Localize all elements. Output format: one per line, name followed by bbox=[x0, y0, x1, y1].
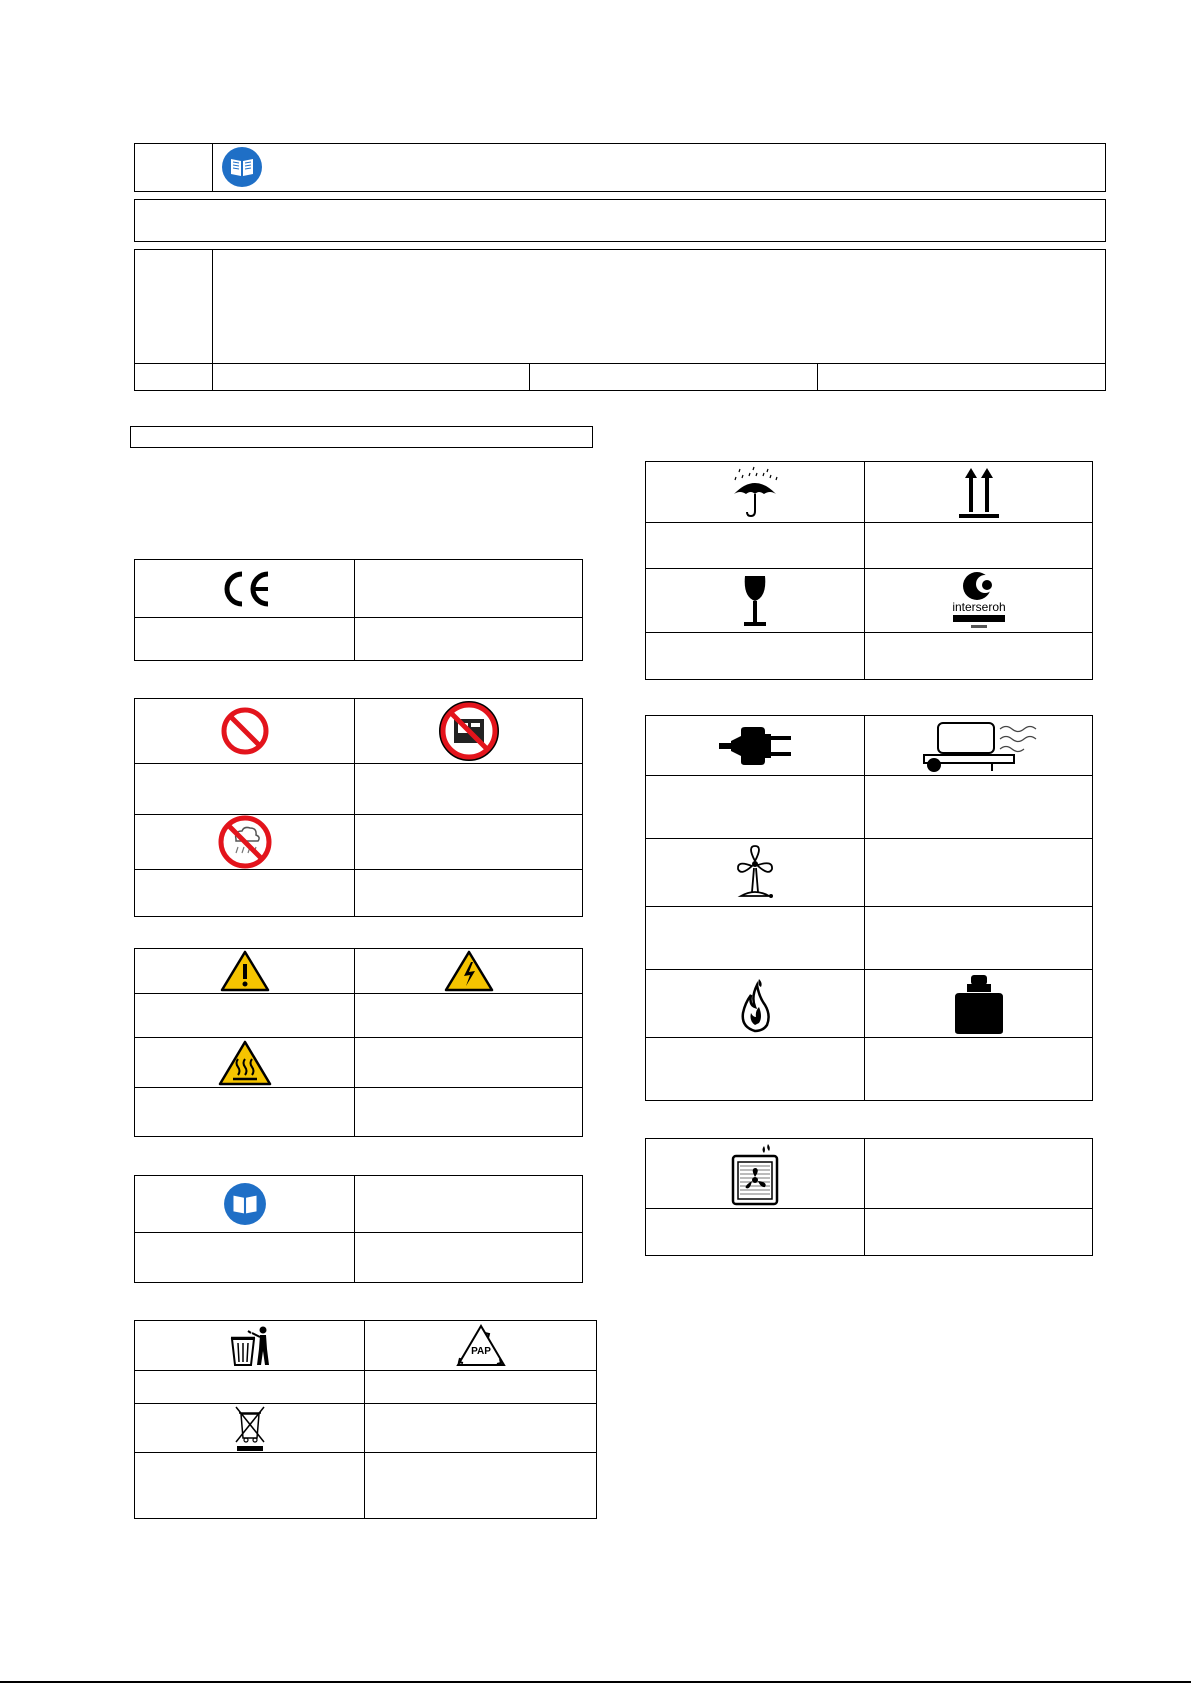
cell bbox=[865, 1139, 1093, 1209]
cell bbox=[646, 1038, 865, 1101]
cell bbox=[865, 776, 1093, 839]
cell bbox=[646, 776, 865, 839]
table-disposal bbox=[134, 1320, 597, 1519]
cell-fan-heater bbox=[646, 1139, 865, 1209]
cell bbox=[865, 907, 1093, 970]
heater-hot-air-icon bbox=[914, 719, 1044, 773]
weee-crossed-bin-icon bbox=[232, 1404, 268, 1452]
electric-shock-warning-icon bbox=[444, 949, 494, 993]
read-manual-icon bbox=[223, 1182, 267, 1226]
cell bbox=[355, 815, 583, 870]
table-product-symbols bbox=[645, 715, 1093, 1101]
table-fan-heater bbox=[645, 1138, 1093, 1256]
paper-recycling-pap-icon bbox=[455, 1323, 507, 1369]
cell-fan bbox=[646, 839, 865, 907]
cell bbox=[135, 764, 355, 815]
cell-interseroh bbox=[865, 569, 1093, 633]
cell-this-way-up bbox=[865, 462, 1093, 523]
table-warning bbox=[134, 948, 583, 1137]
cell bbox=[355, 618, 583, 661]
manual-book-icon bbox=[221, 146, 263, 193]
cell bbox=[365, 1453, 597, 1519]
interseroh-logo-icon bbox=[947, 570, 1011, 632]
cell bbox=[355, 764, 583, 815]
cell-electric bbox=[355, 949, 583, 994]
cell bbox=[365, 1371, 597, 1404]
cell bbox=[135, 1088, 355, 1137]
no-water-spray-icon bbox=[218, 815, 272, 869]
weight-icon bbox=[953, 973, 1005, 1035]
cell-pap bbox=[365, 1321, 597, 1371]
cell bbox=[355, 870, 583, 917]
fan-heater-icon bbox=[730, 1142, 780, 1206]
dispose-in-bin-icon bbox=[228, 1325, 272, 1367]
cell bbox=[865, 523, 1093, 569]
this-way-up-arrows-icon bbox=[956, 464, 1002, 520]
power-plug-icon bbox=[717, 724, 793, 768]
header-row-1-divider bbox=[212, 143, 213, 192]
cell bbox=[135, 1233, 355, 1283]
cell bbox=[135, 870, 355, 917]
prohibited-icon bbox=[220, 706, 270, 756]
cell-read-manual bbox=[135, 1176, 355, 1233]
header-row-1 bbox=[134, 143, 1106, 192]
fragile-glass-icon bbox=[740, 573, 770, 629]
section-label-box bbox=[130, 426, 593, 448]
cell bbox=[355, 994, 583, 1038]
table-ce bbox=[134, 559, 583, 661]
cell-fragile bbox=[646, 569, 865, 633]
footer-divider-2 bbox=[817, 363, 818, 391]
cell bbox=[365, 1404, 597, 1453]
general-warning-icon bbox=[220, 949, 270, 993]
header-row-3-footer-rule bbox=[134, 363, 1106, 364]
hot-surface-warning-icon bbox=[218, 1039, 272, 1087]
header-row-3-divider bbox=[212, 249, 213, 391]
header-row-3 bbox=[134, 249, 1106, 391]
header-row-2 bbox=[134, 199, 1106, 242]
cell bbox=[355, 1176, 583, 1233]
cell-trash bbox=[135, 1321, 365, 1371]
cell-no-cover bbox=[355, 699, 583, 764]
cell bbox=[865, 1038, 1093, 1101]
interseroh-label: interseroh bbox=[951, 599, 1006, 614]
cell bbox=[865, 839, 1093, 907]
cell-ce-symbol bbox=[135, 560, 355, 618]
cell bbox=[865, 633, 1093, 680]
cell bbox=[355, 1088, 583, 1137]
cell-prohibited bbox=[135, 699, 355, 764]
table-packaging bbox=[645, 461, 1093, 680]
cell-hot bbox=[135, 1038, 355, 1088]
page-bottom-rule bbox=[0, 1681, 1191, 1683]
cell-weee bbox=[135, 1404, 365, 1453]
cell bbox=[646, 523, 865, 569]
cell-warning bbox=[135, 949, 355, 994]
cell bbox=[135, 1453, 365, 1519]
ce-mark-icon bbox=[218, 569, 272, 609]
cell-plug bbox=[646, 716, 865, 776]
cell bbox=[646, 1209, 865, 1256]
cell-no-spray bbox=[135, 815, 355, 870]
cell bbox=[646, 633, 865, 680]
cell-flame bbox=[646, 970, 865, 1038]
cell-umbrella bbox=[646, 462, 865, 523]
cell bbox=[355, 1233, 583, 1283]
flame-icon bbox=[737, 975, 773, 1033]
cell-ce-desc bbox=[355, 560, 583, 618]
cell bbox=[135, 618, 355, 661]
cell bbox=[135, 1371, 365, 1404]
cell bbox=[355, 1038, 583, 1088]
table-prohibition bbox=[134, 698, 583, 917]
no-cover-heater-icon bbox=[437, 699, 501, 763]
cell bbox=[865, 1209, 1093, 1256]
cell-weight bbox=[865, 970, 1093, 1038]
pap-label: PAP bbox=[470, 1345, 491, 1357]
footer-divider-1 bbox=[529, 363, 530, 391]
cell-heater bbox=[865, 716, 1093, 776]
keep-dry-umbrella-icon bbox=[730, 466, 780, 518]
cell bbox=[135, 994, 355, 1038]
table-manual bbox=[134, 1175, 583, 1283]
cell bbox=[646, 907, 865, 970]
fan-icon bbox=[733, 844, 777, 902]
